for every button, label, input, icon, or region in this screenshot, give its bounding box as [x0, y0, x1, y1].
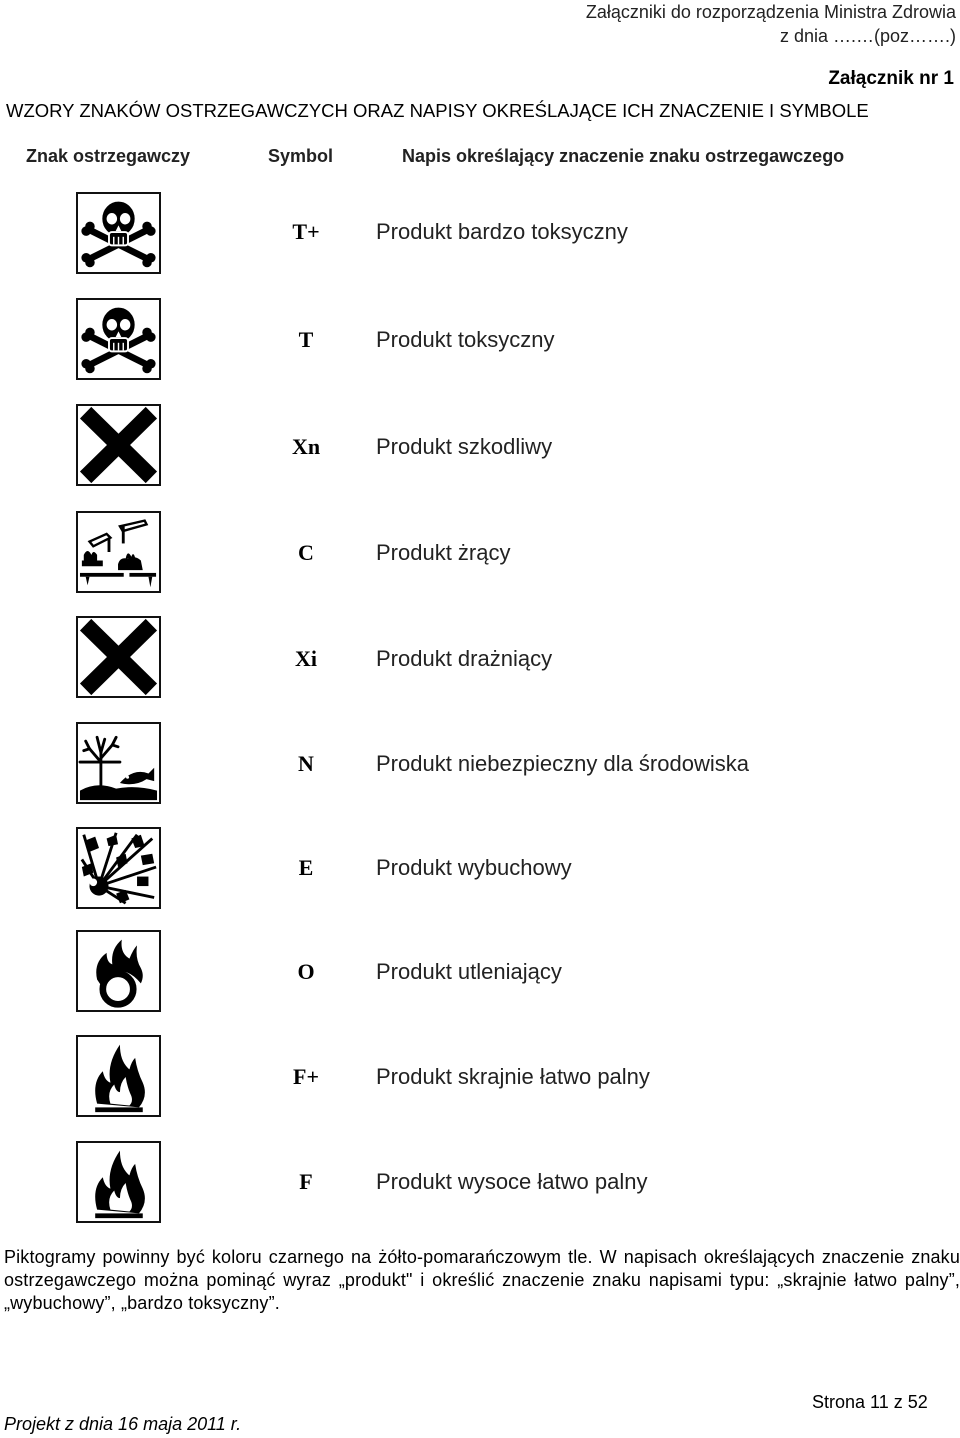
row-label: Produkt niebezpieczny dla środowiska: [376, 751, 749, 776]
saint-andrew-cross-icon: [76, 404, 161, 486]
row-symbol: F: [299, 1169, 313, 1194]
saint-andrew-cross-icon: [76, 616, 161, 698]
row-symbol: E: [298, 855, 314, 880]
row-symbol: N: [298, 751, 314, 776]
row-symbol: T+: [292, 219, 320, 244]
pictogram-color-note: Piktogramy powinny być koloru czarnego na żółto-pomarańczowym tle. W napisach określających znaczenie znaku ostrzegawczego można pominąć wyraz „produkt" i określić znaczenie znaku napisami typu: „skrajnie łatwo palny”, „wybuchowy”, „bardzo toksyczny”.: [4, 1247, 960, 1313]
header-date-line: z dnia ….…(poz…….): [779, 26, 956, 46]
column-header-symbol: Symbol: [268, 146, 334, 166]
row-symbol: C: [298, 540, 314, 565]
row-label: Produkt szkodliwy: [376, 434, 553, 459]
row-label: Produkt drażniący: [376, 646, 553, 671]
flame-icon: [76, 1141, 161, 1223]
row-label: Produkt toksyczny: [376, 327, 555, 352]
project-date: Projekt z dnia 16 maja 2011 r.: [4, 1414, 242, 1434]
row-symbol: Xi: [295, 646, 317, 671]
row-label: Produkt skrajnie łatwo palny: [376, 1064, 650, 1089]
header-regulation-line: Załączniki do rozporządzenia Ministra Zdrowia: [585, 2, 956, 22]
column-header-sign: Znak ostrzegawczy: [26, 146, 191, 166]
flame-icon: [76, 1035, 161, 1117]
row-symbol: T: [298, 327, 314, 352]
annex-number: Załącznik nr 1: [828, 68, 954, 89]
row-label: Produkt żrący: [376, 540, 511, 565]
row-label: Produkt wybuchowy: [376, 855, 572, 880]
page-number: Strona 11 z 52: [812, 1392, 928, 1412]
row-symbol: Xn: [291, 434, 321, 459]
row-symbol: F+: [293, 1064, 319, 1089]
document-title: WZORY ZNAKÓW OSTRZEGAWCZYCH ORAZ NAPISY OKREŚLAJĄCE ICH ZNACZENIE I SYMBOLE: [6, 100, 869, 121]
exploding-bomb-icon: [76, 827, 161, 909]
column-header-meaning: Napis określający znaczenie znaku ostrzegawczego: [402, 146, 845, 166]
skull-crossbones-icon: [76, 298, 161, 380]
row-symbol: O: [297, 959, 315, 984]
skull-crossbones-icon: [76, 192, 161, 274]
row-label: Produkt utleniający: [376, 959, 562, 984]
dead-tree-fish-icon: [76, 722, 161, 804]
row-label: Produkt bardzo toksyczny: [376, 219, 628, 244]
row-label: Produkt wysoce łatwo palny: [376, 1169, 648, 1194]
corrosion-icon: [76, 511, 161, 593]
flame-over-circle-icon: [76, 930, 161, 1012]
